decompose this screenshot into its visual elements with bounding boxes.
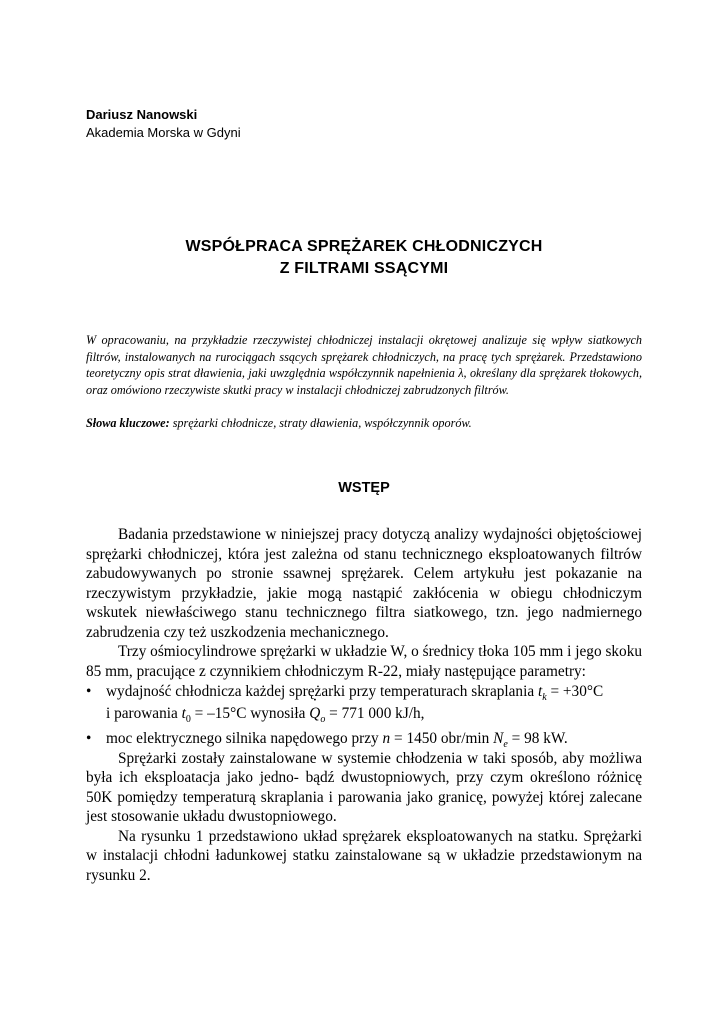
abstract: W opracowaniu, na przykładzie rzeczywistej chłodniczej instalacji okrętowej analizuje się wpływ siatkowych filtrów, instalowanych na rurociągach ssących sprężarek chłodniczych, na pracę tych sprężarek. Przedstawiono teoretyczny opis strat dławienia, jaki uwzględnia współczynnik napełnienia λ, określany dla sprężarek tłokowych, oraz omówiono rzeczywiste skutki pracy w instalacji chłodniczej zabrudzonych filtrów. [86,333,642,397]
paragraph-1: Badania przedstawione w niniejszej pracy dotyczą analizy wydajności objętościowej sprężarki chłodniczej, która jest zależna od stanu technicznego eksploatowanych filtrów zabudowywanych po stronie ssawnej sprężarek. Celem artykułu jest pokazanie na rzeczywistym przykładzie, jakie mogą nastąpić zakłócenia w obiegu chłodniczym wskutek niewłaściwego stanu technicznego filtra siatkowego, tzn. jego nadmiernego zabrudzenia czy też uszkodzenia mechanicznego. [86,526,642,641]
section-heading: WSTĘP [338,480,390,496]
title-line-1: WSPÓŁPRACA SPRĘŻAREK CHŁODNICZYCH [185,238,543,255]
keywords-label: Słowa kluczowe: [86,416,170,430]
body-text [86,525,642,885]
paragraph-2: Trzy ośmiocylindrowe sprężarki w układzie W, o średnicy tłoka 105 mm i jego skoku 85 mm, pracujące z czynnikiem chłodniczym R-22, miały następujące parametry: [86,643,642,680]
list-item: • moc elektrycznego silnika napędowego przy n = 1450 obr/min $N_e = 98$ kW. [86,730,568,751]
bullet-icon: • [86,683,92,700]
q-dot-symbol: · Q [309,703,320,725]
title-line-2: Z FILTRAMI SSĄCYMI [279,260,449,277]
bullet-icon: • [86,730,92,747]
author-name: Dariusz Nanowski [86,107,198,122]
keywords-text: sprężarki chłodnicze, straty dławienia, współczynnik oporów. [169,416,472,430]
list-item: • wydajność chłodnicza każdej sprężarki przy temperaturach skraplania $t_k = +30^\circ C$ i parowania $t_0 = -15^\circ C$ wynosiła · $Q_o = 771$ 000 kJ/h, [86,681,642,725]
paragraph-3: Sprężarki zostały zainstalowane w systemie chłodzenia w taki sposób, aby możliwa była ich eksploatacja jako jedno- bądź dwustopniowych, przy czym określono różnicę 50K pomiędzy temperaturą skraplania i parowania jako granicę, powyżej której zalecane jest stosowanie układu dwustopniowego. [86,749,642,825]
keywords [86,415,642,432]
author-block [86,106,241,142]
author-affiliation: Akademia Morska w Gdyni [86,125,241,140]
parameter-list [86,681,642,749]
paper-title [86,236,642,280]
paragraph-4: Na rysunku 1 przedstawiono układ sprężarek eksploatowanych na statku. Sprężarki w instalacji chłodni ładunkowej statku zainstalowane są w układzie przedstawionym na rysunku 2. [86,827,642,884]
